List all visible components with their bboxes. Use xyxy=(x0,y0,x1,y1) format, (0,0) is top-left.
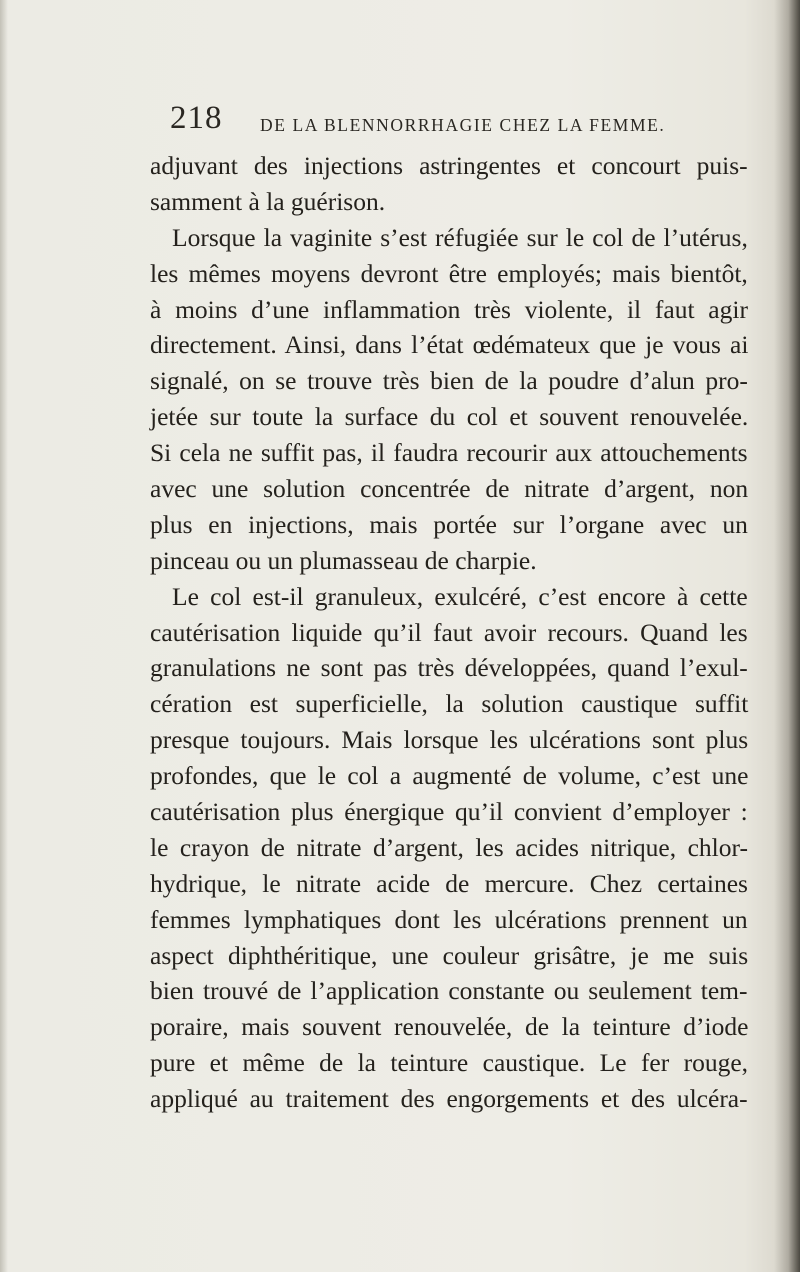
text-line: hydrique, le nitrate acide de mercure. Chez certaines xyxy=(150,868,748,898)
running-head xyxy=(150,100,710,140)
text-line: appliqué au traitement des engorgements et des ulcéra- xyxy=(150,1084,748,1114)
text-line: pure et même de la teinture caustique. Le fer rouge, xyxy=(150,1048,749,1078)
text-line: jetée sur toute la surface du col et souvent renouvelée. xyxy=(150,402,749,432)
text-line: Lorsque la vaginite s’est réfugiée sur le col de l’utérus, xyxy=(172,222,748,252)
text-line: cautérisation liquide qu’il faut avoir recours. Quand les xyxy=(150,617,748,647)
text-line: granulations ne sont pas très développées, quand l’exul- xyxy=(150,653,748,683)
body-text xyxy=(150,148,750,1117)
text-line: directement. Ainsi, dans l’état œdémateux que je vous ai xyxy=(150,330,749,360)
text-line: avec une solution concentrée de nitrate d’argent, non xyxy=(150,474,749,504)
text-line: pinceau ou un plumasseau de charpie. xyxy=(150,545,537,575)
text-line: Si cela ne suffit pas, il faudra recourir aux attouchements xyxy=(150,438,748,468)
running-title: DE LA BLENNORRHAGIE CHEZ LA FEMME. xyxy=(260,115,666,135)
text-line: les mêmes moyens devront être employés; mais bientôt, xyxy=(150,258,748,288)
text-line: signalé, on se trouve très bien de la poudre d’alun pro- xyxy=(150,366,748,396)
binding-shadow xyxy=(774,0,800,1272)
text-line: à moins d’une inflammation très violente, il faut agir xyxy=(150,294,748,324)
text-line: bien trouvé de l’application constante ou seulement tem- xyxy=(150,976,748,1006)
text-line: le crayon de nitrate d’argent, les acides nitrique, chlor- xyxy=(150,832,748,862)
text-line: cautérisation plus énergique qu’il convient d’employer : xyxy=(150,797,748,827)
text-line: presque toujours. Mais lorsque les ulcérations sont plus xyxy=(150,725,749,755)
text-line: adjuvant des injections astringentes et concourt puis- xyxy=(150,151,748,180)
text-line: cération est superficielle, la solution caustique suffit xyxy=(150,689,749,719)
text-line: Le col est-il granuleux, exulcéré, c’est encore à cette xyxy=(172,581,748,611)
text-line: profondes, que le col a augmenté de volume, c’est une xyxy=(150,761,749,791)
page-number: 218 xyxy=(170,100,223,136)
page-left-edge xyxy=(0,0,8,1272)
text-line: poraire, mais souvent renouvelée, de la teinture d’iode xyxy=(150,1012,749,1042)
text-line: samment à la guérison. xyxy=(150,186,386,216)
text-line: aspect diphthéritique, une couleur grisâtre, je me suis xyxy=(150,940,749,970)
text-line: femmes lymphatiques dont les ulcérations prennent un xyxy=(150,904,748,934)
text-line: plus en injections, mais portée sur l’organe avec un xyxy=(150,509,748,539)
